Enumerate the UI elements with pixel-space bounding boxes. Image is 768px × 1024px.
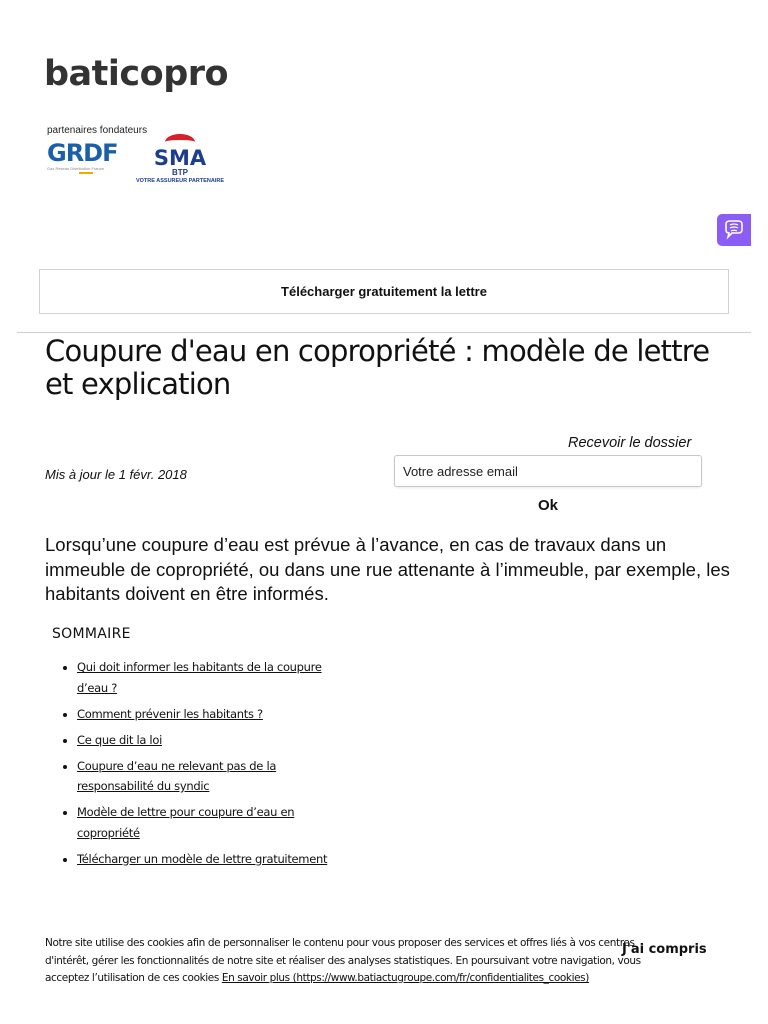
page-title: Coupure d'eau en copropriété : modèle de lettre et explication [45,334,710,401]
cookie-accept-button[interactable]: J'ai compris [622,942,707,957]
sma-btp-logo[interactable] [132,134,228,186]
list-item [77,802,337,843]
sma-tagline: VOTRE ASSUREUR PARTENAIRE [135,178,224,184]
list-item [77,730,337,751]
grdf-accent-bar [79,172,93,174]
sma-logo-text: SMA [153,146,207,170]
sma-btp-text: BTP [172,168,188,177]
chat-button[interactable] [717,214,751,246]
list-item [77,849,337,870]
toc-link[interactable]: Ce que dit la loi [77,732,162,747]
newsletter-submit-button[interactable]: Ok [538,497,559,514]
grdf-logo[interactable] [47,140,127,184]
update-date: Mis à jour le 1 févr. 2018 [45,467,187,482]
grdf-tagline: Gaz Réseau Distribution France [47,166,104,171]
partners-label: partenaires fondateurs [47,125,148,136]
article-intro: Lorsqu’une coupure d’eau est prévue à l’avance, en cas de travaux dans un immeuble de copropriété, ou dans une rue attenante à l’immeuble, par exemple, les habitants doivent en être informés. [45,534,730,604]
cookie-banner-text [45,935,645,988]
newsletter-label: Recevoir le dossier [568,435,692,451]
list-item [77,657,337,698]
cookie-text: Notre site utilise des cookies afin de personnaliser le contenu pour vous proposer des services et offres liés à vos centres d'intérêt, gérer les fonctionnalités de notre site et réaliser des analyses statistiques. En poursuivant votre navigation, vous acceptez l’utilisation de ces cookies [45,937,641,984]
list-item [77,756,337,797]
list-item [77,704,337,725]
sommaire-title: SOMMAIRE [52,626,131,642]
toc-link[interactable]: Qui doit informer les habitants de la coupure d’eau ? [77,660,322,695]
toc-link[interactable]: Comment prévenir les habitants ? [77,706,263,721]
toc-link[interactable]: Coupure d’eau ne relevant pas de la responsabilité du syndic [77,758,277,793]
chat-brain-icon [723,220,745,240]
cookie-more-link[interactable]: En savoir plus (https://www.batiactugroupe.com/fr/confidentialites_cookies) [221,972,589,984]
sommaire-list [58,657,337,875]
toc-link[interactable]: Modèle de lettre pour coupure d’eau en copropriété [77,805,295,840]
download-letter-button[interactable]: Télécharger gratuitement la lettre [39,269,729,314]
grdf-logo-text: GRDF [47,139,118,167]
toc-link[interactable]: Télécharger un modèle de lettre gratuitement [77,851,328,866]
divider [17,332,751,333]
baticopro-logo[interactable]: baticopro [44,54,229,94]
email-input[interactable] [394,455,702,487]
